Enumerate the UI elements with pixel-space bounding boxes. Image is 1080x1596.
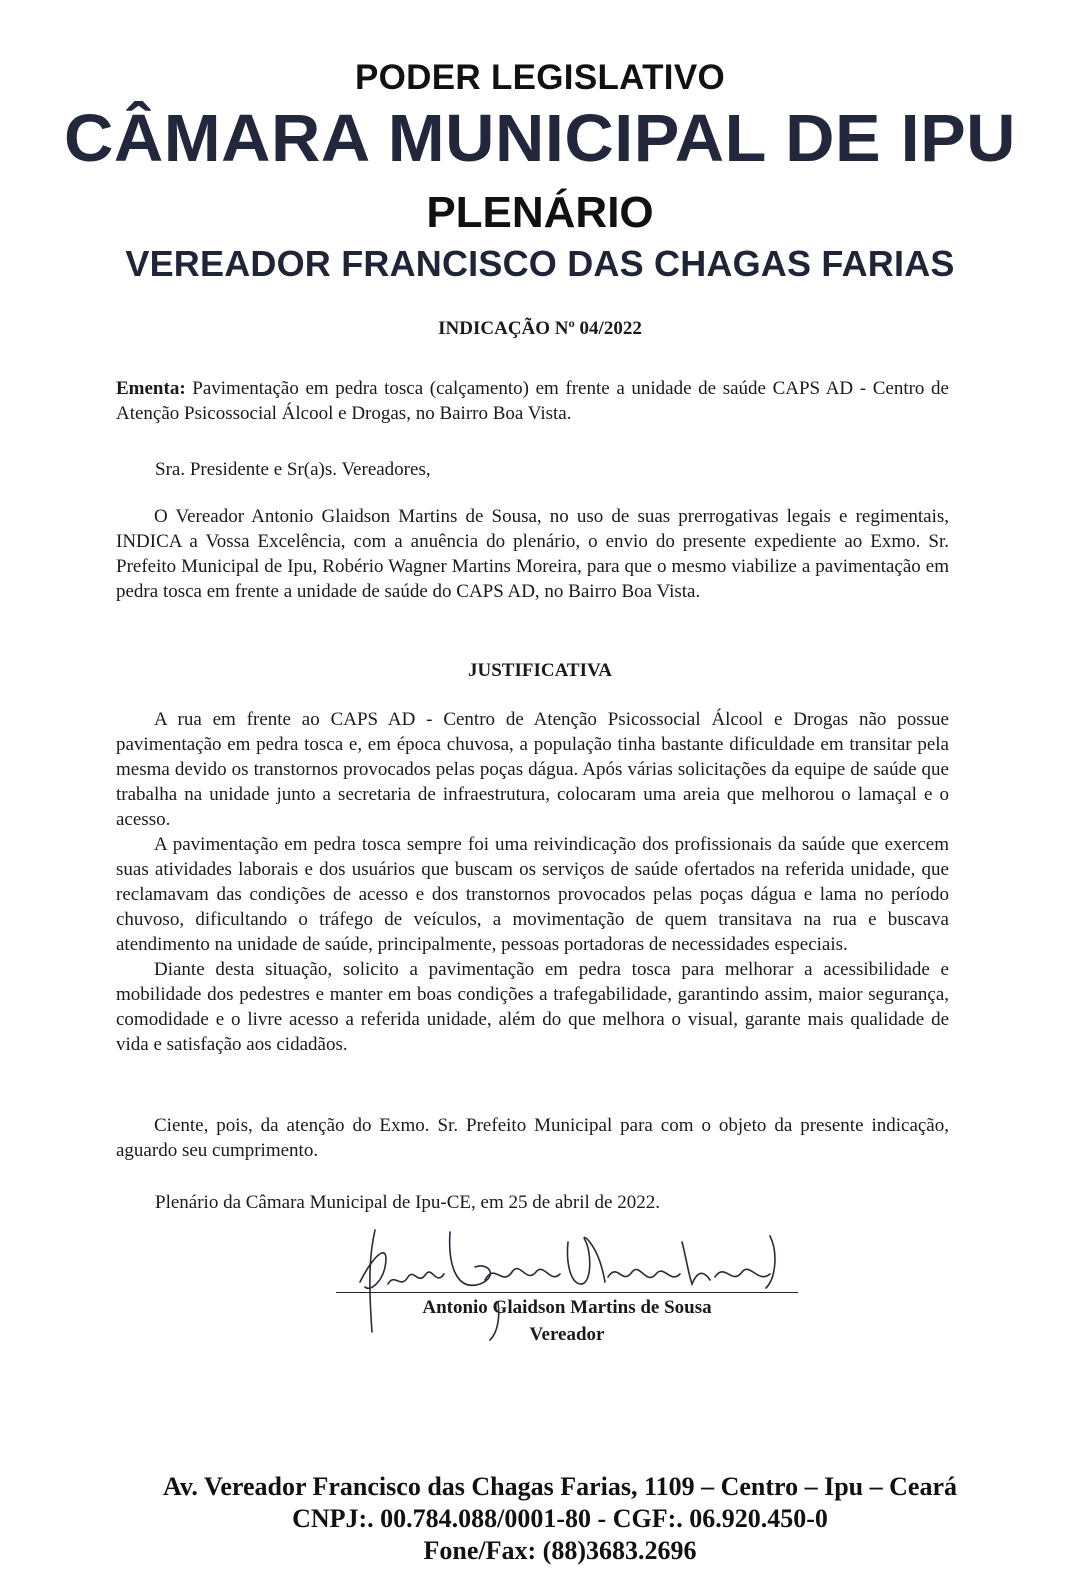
signature-line xyxy=(336,1292,798,1293)
header-institution: CÂMARA MUNICIPAL DE IPU xyxy=(63,101,1017,176)
footer-registration: CNPJ:. 00.784.088/0001-80 - CGF:. 06.920.450-0 xyxy=(292,1504,828,1533)
ementa xyxy=(116,376,949,426)
header-section: PLENÁRIO xyxy=(426,188,654,237)
justification-title: JUSTIFICATIVA xyxy=(468,660,612,681)
document-title: INDICAÇÃO Nº 04/2022 xyxy=(438,318,642,339)
justification-paragraph: Diante desta situação, solicito a pavimentação em pedra tosca para melhorar a acessibilidade e mobilidade dos pedestres e manter em boas condições a trafegabilidade, garantindo assim, maior segurança, comodidade e o livre acesso a referida unidade, além do que melhora o visual, garante mais qualidade de vida e satisfação aos cidadãos. xyxy=(116,959,949,1055)
header-building: VEREADOR FRANCISCO DAS CHAGAS FARIAS xyxy=(125,243,955,284)
ementa-text: Pavimentação em pedra tosca (calçamento) em frente a unidade de saúde CAPS AD - Centro de Atenção Psicossocial Álcool e Drogas, no Bairro Boa Vista. xyxy=(116,378,949,424)
signatory-role: Vereador xyxy=(529,1324,605,1345)
footer-phone: Fone/Fax: (88)3683.2696 xyxy=(423,1536,697,1565)
header-branch: PODER LEGISLATIVO xyxy=(354,58,726,97)
justification xyxy=(116,707,949,1057)
greeting: Sra. Presidente e Sr(a)s. Vereadores, xyxy=(155,459,431,480)
ementa-label: Ementa: xyxy=(116,378,186,399)
footer-address: Av. Vereador Francisco das Chagas Farias, 1109 – Centro – Ipu – Ceará xyxy=(163,1472,957,1501)
body-paragraph: O Vereador Antonio Glaidson Martins de Sousa, no uso de suas prerrogativas legais e regimentais, INDICA a Vossa Excelência, com a anuência do plenário, o envio do presente expediente ao Exmo. Sr. Prefeito Municipal de Ipu, Robério Wagner Martins Moreira, para que o mesmo viabilize a pavimentação em pedra tosca em frente a unidade de saúde do CAPS AD, no Bairro Boa Vista. xyxy=(116,506,949,602)
justification-paragraph: A rua em frente ao CAPS AD - Centro de Atenção Psicossocial Álcool e Drogas não possue pavimentação em pedra tosca e, em época chuvosa, a população tinha bastante dificuldade em transitar pela mesma devido os transtornos provocados pelas poças dágua. Após várias solicitações da equipe de saúde que trabalha na unidade junto a secretaria de infraestrutura, colocaram uma areia que melhorou o lamaçal e o acesso. xyxy=(116,709,949,830)
signatory-name: Antonio Glaidson Martins de Sousa xyxy=(422,1297,712,1318)
place-date: Plenário da Câmara Municipal de Ipu-CE, em 25 de abril de 2022. xyxy=(155,1192,660,1213)
justification-paragraph: A pavimentação em pedra tosca sempre foi uma reivindicação dos profissionais da saúde que exercem suas atividades laborais e dos usuários que buscam os serviços de saúde ofertados na referida unidade, que reclamavam das condições de acesso e dos transtornos provocados pelas poças dágua e lama no período chuvoso, dificultando o tráfego de veículos, a movimentação de quem transitava na rua e buscava atendimento na unidade de saúde, principalmente, pessoas portadoras de necessidades especiais. xyxy=(116,834,949,955)
closing-paragraph: Ciente, pois, da atenção do Exmo. Sr. Prefeito Municipal para com o objeto da presente indicação, aguardo seu cumprimento. xyxy=(116,1115,949,1161)
